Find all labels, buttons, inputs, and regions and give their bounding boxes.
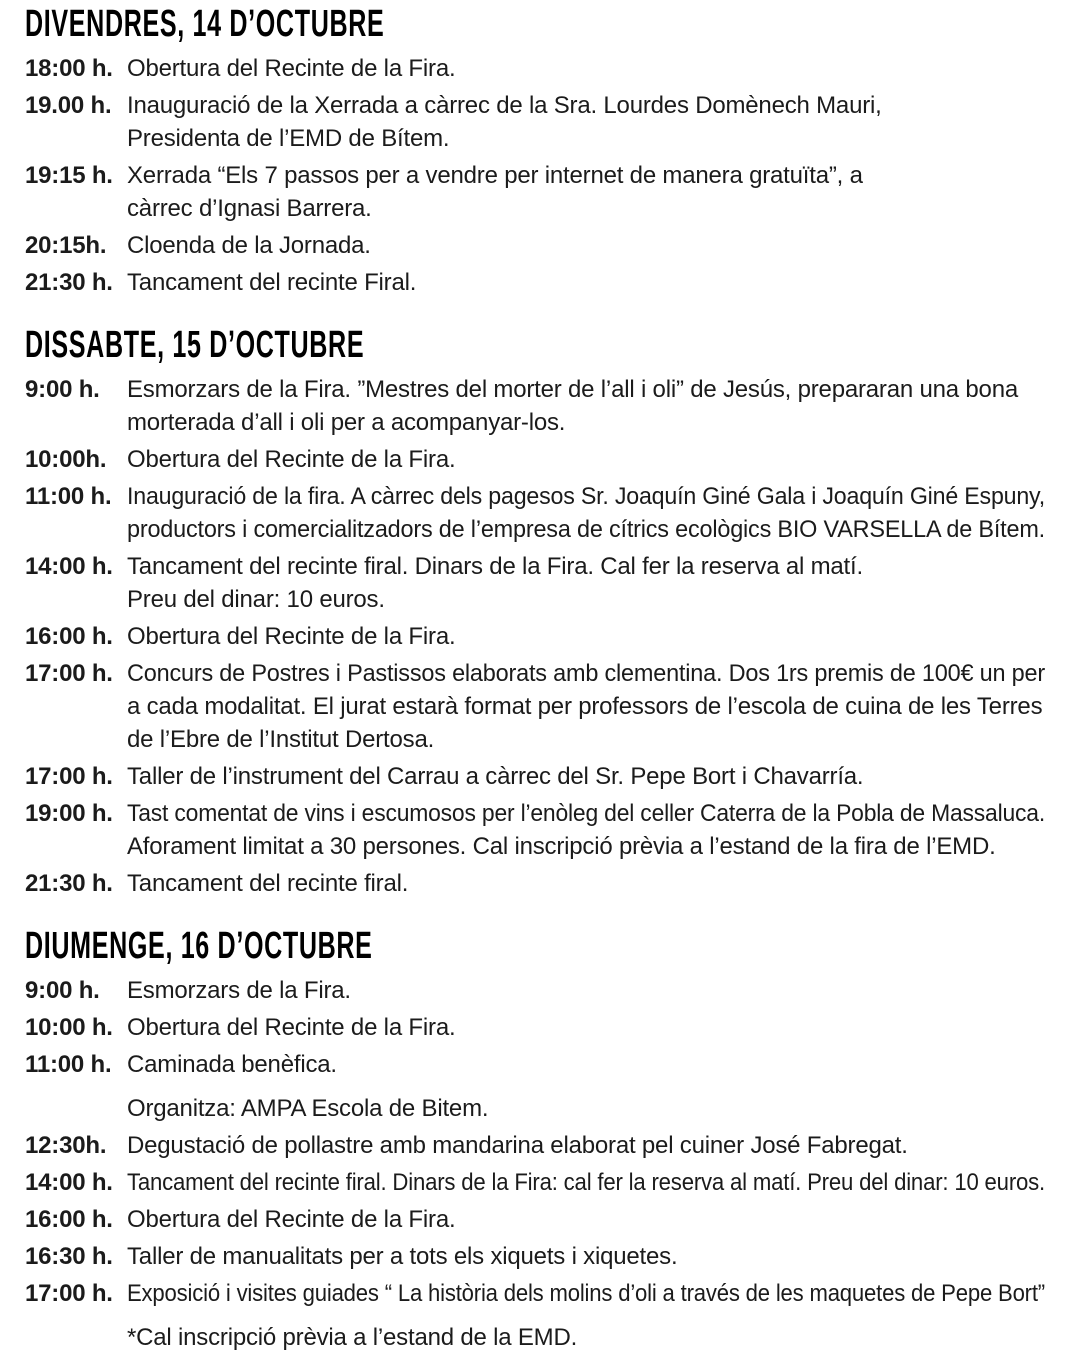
event-time: 17:00 h. xyxy=(25,763,113,790)
event-description xyxy=(127,1166,1045,1199)
event-row xyxy=(25,974,1045,1007)
event-row xyxy=(25,52,1045,85)
event-description-text: Taller de manualitats per a tots els xiquets i xiquetes. xyxy=(127,1243,678,1270)
event-description-line xyxy=(127,1203,1045,1236)
event-row xyxy=(25,867,1045,900)
event-description xyxy=(127,266,1045,299)
event-description-text: morterada d’all i oli per a acompanyar-los. xyxy=(127,409,566,436)
event-description-text: Esmorzars de la Fira. ”Mestres del morter de l’all i oli” de Jesús, prepararan una bona xyxy=(127,376,1018,403)
event-description-text: Caminada benèfica. xyxy=(127,1051,337,1078)
event-description-text: Tancament del recinte firal. xyxy=(127,870,409,897)
event-description xyxy=(127,1011,1045,1044)
event-description-text: a cada modalitat. El jurat estarà format per professors de l’escola de cuina de les Terres xyxy=(127,693,1043,720)
event-description-text: Inauguració de la Xerrada a càrrec de la Sra. Lourdes Domènech Mauri, xyxy=(127,92,882,119)
event-time: 19:00 h. xyxy=(25,800,113,827)
event-description-line xyxy=(127,122,1045,155)
event-description-text: Obertura del Recinte de la Fira. xyxy=(127,1014,456,1041)
event-time: 21:30 h. xyxy=(25,269,113,296)
event-description xyxy=(127,867,1045,900)
event-description-text: *Cal inscripció prèvia a l’estand de la EMD. xyxy=(127,1324,578,1351)
day-title xyxy=(25,4,1045,44)
event-time: 19:15 h. xyxy=(25,162,113,189)
event-description-text: Esmorzars de la Fira. xyxy=(127,977,351,1004)
event-description-text: Taller de l’instrument del Carrau a càrrec del Sr. Pepe Bort i Chavarría. xyxy=(127,763,864,790)
event-description-text: Exposició i visites guiades “ La història dels molins d’oli a través de les maquetes de Pepe Bort” xyxy=(127,1280,1045,1307)
event-description-text: Tancament del recinte Firal. xyxy=(127,269,417,296)
event-time: 16:30 h. xyxy=(25,1243,113,1270)
event-description xyxy=(127,550,1045,616)
event-row xyxy=(25,657,1045,756)
event-row xyxy=(25,550,1045,616)
event-row xyxy=(25,1166,1045,1199)
event-description xyxy=(127,229,1045,262)
event-description xyxy=(127,620,1045,653)
event-time: 21:30 h. xyxy=(25,870,113,897)
event-time: 10:00h. xyxy=(25,446,107,473)
event-description-line xyxy=(127,867,1045,900)
event-description xyxy=(127,1203,1045,1236)
event-row xyxy=(25,1203,1045,1236)
event-description-line xyxy=(127,830,1045,863)
event-description-line xyxy=(127,480,1045,513)
event-row xyxy=(25,373,1045,439)
event-row xyxy=(25,1048,1045,1125)
event-description-text: càrrec d’Ignasi Barrera. xyxy=(127,195,372,222)
event-description xyxy=(127,89,1045,155)
event-description xyxy=(127,443,1045,476)
event-description-text: Obertura del Recinte de la Fira. xyxy=(127,1206,456,1233)
event-description-line xyxy=(127,373,1045,406)
event-list xyxy=(25,974,1045,1353)
event-description-line xyxy=(127,192,1045,225)
event-time: 20:15h. xyxy=(25,232,107,259)
event-description-line xyxy=(127,760,1045,793)
event-description-text: Xerrada “Els 7 passos per a vendre per internet de manera gratuïta”, a xyxy=(127,162,863,189)
day-section xyxy=(25,325,1045,900)
event-row xyxy=(25,1240,1045,1273)
event-time: 9:00 h. xyxy=(25,376,100,403)
event-description xyxy=(127,974,1045,1007)
event-description-text: Concurs de Postres i Pastissos elaborats amb clementina. Dos 1rs premis de 100€ un per xyxy=(127,660,1045,687)
event-description-line xyxy=(127,620,1045,653)
event-time: 9:00 h. xyxy=(25,977,100,1004)
event-row xyxy=(25,229,1045,262)
event-row xyxy=(25,1277,1045,1353)
event-row xyxy=(25,1129,1045,1162)
event-description-line xyxy=(127,266,1045,299)
event-description-text: Inauguració de la fira. A càrrec dels pagesos Sr. Joaquín Giné Gala i Joaquín Giné Espuny, xyxy=(127,483,1045,510)
event-row xyxy=(25,266,1045,299)
event-row xyxy=(25,1011,1045,1044)
event-list xyxy=(25,373,1045,900)
event-description-text: Presidenta de l’EMD de Bítem. xyxy=(127,125,450,152)
event-description-line xyxy=(127,797,1045,830)
event-time: 16:00 h. xyxy=(25,1206,113,1233)
event-time: 12:30h. xyxy=(25,1132,107,1159)
event-row xyxy=(25,480,1045,546)
event-time: 16:00 h. xyxy=(25,623,113,650)
day-title-text: DIUMENGE, 16 D’OCTUBRE xyxy=(25,925,373,967)
day-section xyxy=(25,4,1045,299)
event-row xyxy=(25,620,1045,653)
sections-container xyxy=(25,4,1045,1353)
event-description-text: Preu del dinar: 10 euros. xyxy=(127,586,385,613)
event-description-line xyxy=(127,1048,1045,1081)
event-description-line xyxy=(127,1011,1045,1044)
event-row xyxy=(25,159,1045,225)
event-description xyxy=(127,760,1045,793)
event-time: 18:00 h. xyxy=(25,55,113,82)
event-description-text: Obertura del Recinte de la Fira. xyxy=(127,623,456,650)
event-description xyxy=(127,1277,1045,1353)
event-description-line xyxy=(127,1321,1045,1353)
event-time: 10:00 h. xyxy=(25,1014,113,1041)
event-description-text: Cloenda de la Jornada. xyxy=(127,232,371,259)
event-time: 11:00 h. xyxy=(25,1051,112,1078)
event-row xyxy=(25,89,1045,155)
day-title-text: DIVENDRES, 14 D’OCTUBRE xyxy=(25,3,385,45)
event-description xyxy=(127,1240,1045,1273)
day-title-text: DISSABTE, 15 D’OCTUBRE xyxy=(25,324,365,366)
event-description xyxy=(127,159,1045,225)
event-description-text: Tancament del recinte firal. Dinars de la Fira: cal fer la reserva al matí. Preu del dinar: 10 euros. xyxy=(127,1169,1045,1196)
event-time: 14:00 h. xyxy=(25,1169,113,1196)
event-description-text: Degustació de pollastre amb mandarina elaborat pel cuiner José Fabregat. xyxy=(127,1132,908,1159)
event-description-line xyxy=(127,1240,1045,1273)
day-title xyxy=(25,325,1045,365)
event-description-line xyxy=(127,443,1045,476)
event-description xyxy=(127,1048,1045,1125)
event-row xyxy=(25,797,1045,863)
event-description-text: Tancament del recinte firal. Dinars de la Fira. Cal fer la reserva al matí. xyxy=(127,553,863,580)
event-description-line xyxy=(127,89,1045,122)
day-section xyxy=(25,926,1045,1353)
event-description xyxy=(127,373,1045,439)
event-row xyxy=(25,760,1045,793)
event-description-text: Organitza: AMPA Escola de Bitem. xyxy=(127,1095,489,1122)
event-description-text: Aforament limitat a 30 persones. Cal inscripció prèvia a l’estand de la fira de l’EMD. xyxy=(127,833,996,860)
event-description-line xyxy=(127,1129,1045,1162)
day-title xyxy=(25,926,1045,966)
event-description-line xyxy=(127,1277,1045,1310)
event-description-line xyxy=(127,550,1045,583)
event-description-line xyxy=(127,159,1045,192)
event-description xyxy=(127,797,1045,863)
event-description xyxy=(127,1129,1045,1162)
event-time: 19.00 h. xyxy=(25,92,112,119)
event-time: 17:00 h. xyxy=(25,1280,113,1307)
event-description-text: Obertura del Recinte de la Fira. xyxy=(127,446,456,473)
event-description-line xyxy=(127,1166,1045,1199)
event-description-line xyxy=(127,1092,1045,1125)
event-description-line xyxy=(127,583,1045,616)
event-description-line xyxy=(127,723,1045,756)
event-description xyxy=(127,657,1045,756)
event-description-text: productors i comercialitzadors de l’empresa de cítrics ecològics BIO VARSELLA de Bítem. xyxy=(127,516,1045,543)
event-time: 11:00 h. xyxy=(25,483,112,510)
event-time: 14:00 h. xyxy=(25,553,113,580)
event-description-line xyxy=(127,229,1045,262)
event-description xyxy=(127,480,1045,546)
event-description-line xyxy=(127,52,1045,85)
event-time: 17:00 h. xyxy=(25,660,113,687)
event-description-line xyxy=(127,690,1045,723)
event-description-line xyxy=(127,513,1045,546)
event-row xyxy=(25,443,1045,476)
event-description-text: Obertura del Recinte de la Fira. xyxy=(127,55,456,82)
event-description xyxy=(127,52,1045,85)
event-description-line xyxy=(127,406,1045,439)
event-description-line xyxy=(127,974,1045,1007)
event-description-line xyxy=(127,657,1045,690)
event-list xyxy=(25,52,1045,299)
event-description-text: de l’Ebre de l’Institut Dertosa. xyxy=(127,726,435,753)
event-description-text: Tast comentat de vins i escumosos per l’enòleg del celler Caterra de la Pobla de Massaluca. xyxy=(127,800,1045,827)
